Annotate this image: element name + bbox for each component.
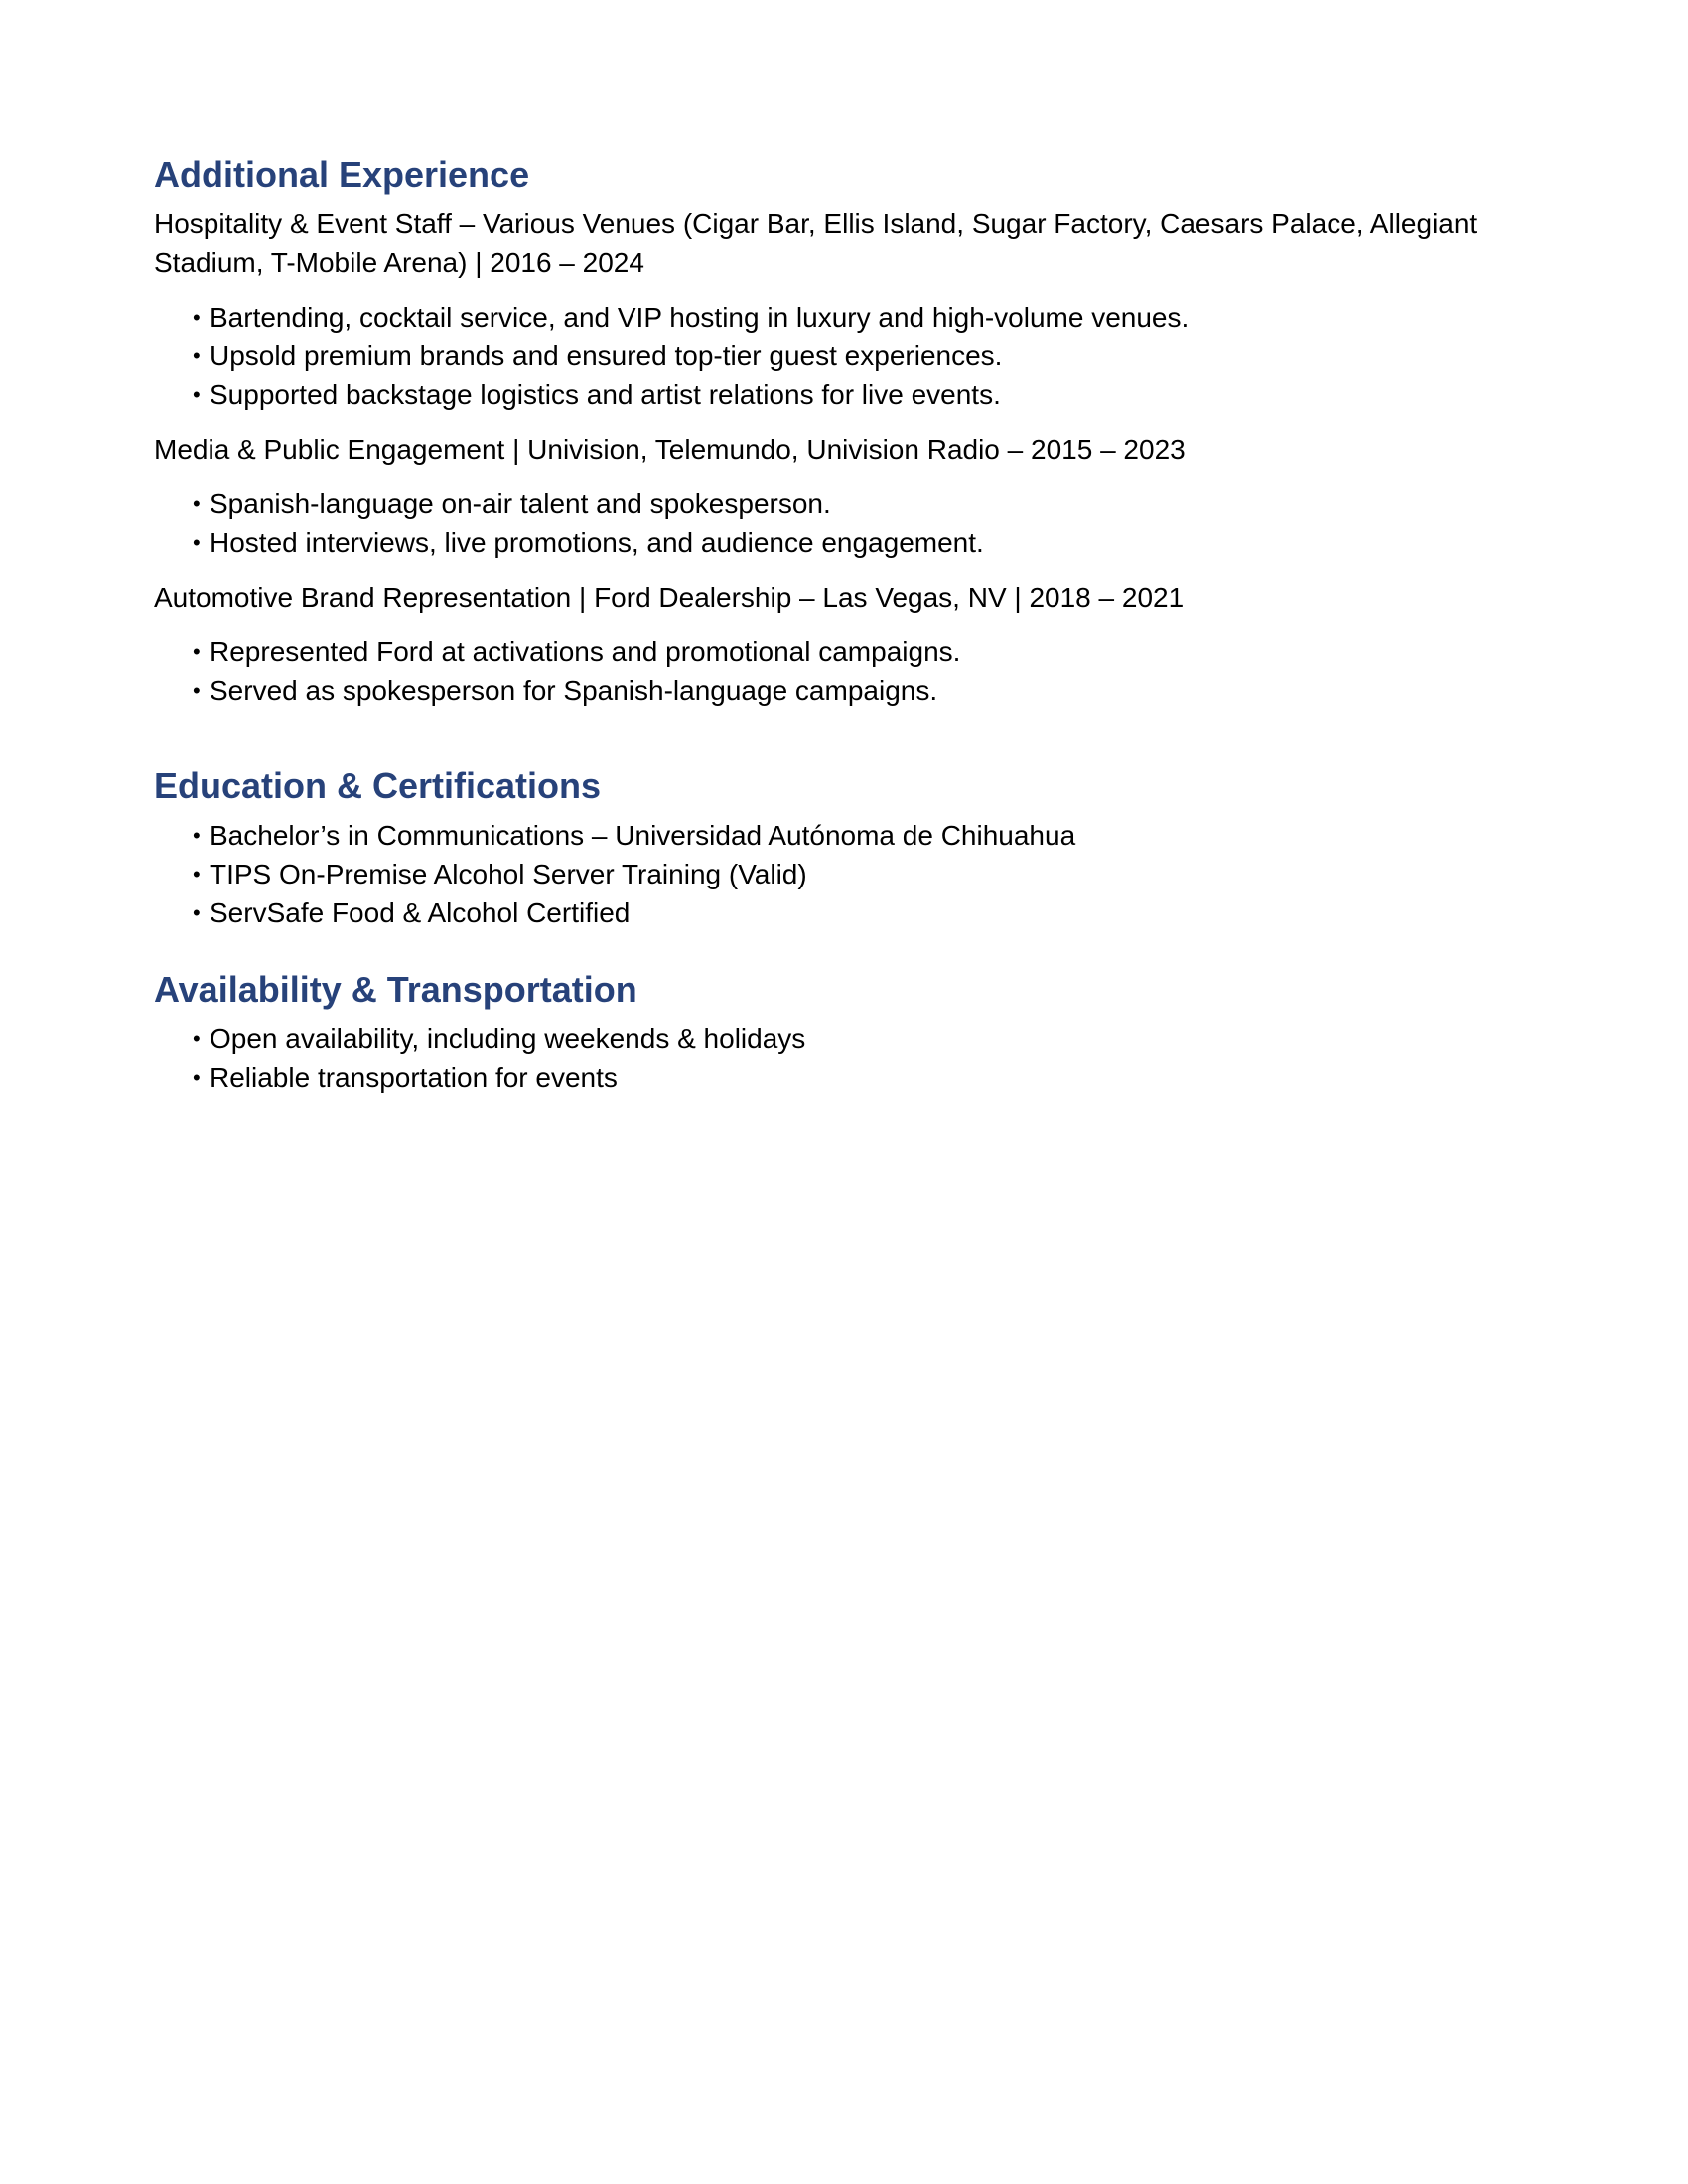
entry-title: Automotive Brand Representation | Ford Dealership – Las Vegas, NV | 2018 – 2021: [154, 582, 1185, 613]
section-heading-availability: Availability & Transportation: [154, 969, 637, 1010]
list-item: • Spanish-language on-air talent and spokesperson.: [193, 484, 1544, 523]
section-heading-additional-experience: Additional Experience: [154, 154, 530, 195]
entry-title: Media & Public Engagement | Univision, Telemundo, Univision Radio – 2015 – 2023: [154, 434, 1186, 465]
experience-entry-automotive: [154, 578, 1544, 710]
experience-entry-media: [154, 430, 1544, 562]
bullet-list: [154, 1020, 1544, 1097]
bullet-list: [154, 632, 1544, 710]
bullet-list: [154, 298, 1544, 414]
additional-experience-section: [154, 151, 1544, 710]
list-item: • ServSafe Food & Alcohol Certified: [193, 893, 1544, 932]
list-item: • Bachelor’s in Communications – Universidad Autónoma de Chihuahua: [193, 816, 1544, 855]
bullet-list: [154, 816, 1544, 932]
list-item: • Upsold premium brands and ensured top-tier guest experiences.: [193, 337, 1544, 375]
list-item: • Served as spokesperson for Spanish-language campaigns.: [193, 671, 1544, 710]
resume-page: [154, 151, 1544, 1097]
list-item: • Hosted interviews, live promotions, and audience engagement.: [193, 523, 1544, 562]
list-item: • TIPS On-Premise Alcohol Server Training (Valid): [193, 855, 1544, 893]
entry-title: Hospitality & Event Staff – Various Venues (Cigar Bar, Ellis Island, Sugar Factory, Caesars Palace, Allegiant Stadium, T-Mobile Arena) | 2016 – 2024: [154, 208, 1477, 278]
availability-section: [154, 966, 1544, 1097]
section-heading-education: Education & Certifications: [154, 765, 602, 806]
bullet-list: [154, 484, 1544, 562]
education-section: [154, 762, 1544, 932]
list-item: • Bartending, cocktail service, and VIP hosting in luxury and high-volume venues.: [193, 298, 1544, 337]
experience-entry-hospitality: [154, 205, 1544, 414]
list-item: • Supported backstage logistics and artist relations for live events.: [193, 375, 1544, 414]
list-item: • Open availability, including weekends & holidays: [193, 1020, 1544, 1058]
list-item: • Represented Ford at activations and promotional campaigns.: [193, 632, 1544, 671]
list-item: • Reliable transportation for events: [193, 1058, 1544, 1097]
